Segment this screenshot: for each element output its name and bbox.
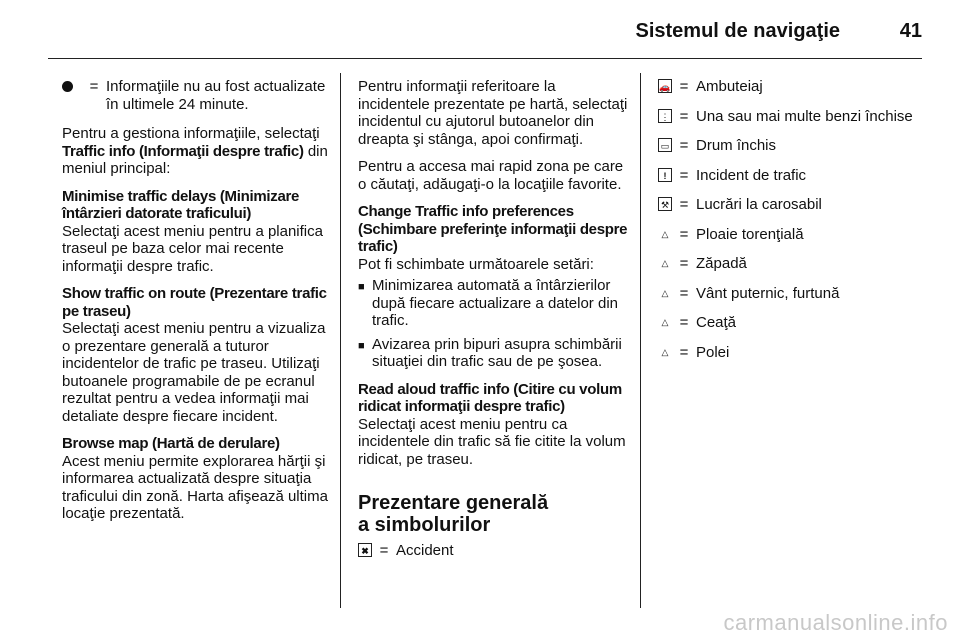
symbol-row (658, 226, 918, 244)
intro-text-end: din meniul principal: (62, 142, 328, 177)
intro-menu-name: Traffic info (Informaţii despre trafic) (62, 142, 304, 160)
equals-sign: = (379, 542, 389, 559)
symbol-label: Polei (696, 343, 730, 361)
equals-sign: = (679, 107, 689, 125)
lanes-closed-icon: ⋮ (658, 109, 672, 123)
symbol-label: Accident (396, 542, 454, 559)
page-number: 41 (899, 20, 922, 42)
symbol-row-accident (358, 542, 630, 560)
equals-sign: = (679, 78, 689, 95)
intro-paragraph (62, 125, 332, 178)
section-title (358, 492, 630, 536)
equals-sign: = (679, 314, 689, 331)
symbol-label: Ceaţă (696, 314, 737, 331)
section-body-browse-map: Acest meniu permite explorarea hărţii şi informarea actualizată despre situaţia traficului din zonă. Harta afişează ultima locaţie prezentată. (62, 452, 328, 522)
symbol-label: Zăpadă (696, 255, 747, 272)
traffic-jam-icon: 🚗 (658, 79, 672, 93)
section-heading-browse-map: Browse map (Hartă de derulare) (62, 435, 280, 452)
equals-sign: = (679, 166, 689, 184)
section-heading-minimise: Minimise traffic delays (Minimizare întârzieri datorate traficului) (62, 187, 300, 222)
bullet-text: Avizarea prin bipuri asupra schimbării situaţiei din trafic sau de pe şosea. (372, 335, 622, 370)
section-body-minimise: Selectaţi acest meniu pentru a planifica traseul pe baza celor mai recente informaţii despre trafic. (62, 222, 323, 275)
dot-legend-text: Informaţiile nu au fost actualizate în ultimele 24 minute. (106, 78, 326, 113)
symbol-label: Ploaie torenţială (696, 225, 804, 243)
page-header (0, 0, 960, 60)
list-item (358, 277, 630, 330)
paragraph-select-incident: Pentru informaţii referitoare la incidentele prezentate pe hartă, selectaţi incidentul cu ajutorul butoanelor din dreapta şi stânga, apoi confirmaţi. (358, 78, 628, 148)
header-divider (48, 58, 922, 59)
symbol-row (658, 78, 918, 96)
equals-sign: = (679, 196, 689, 213)
paragraph-favorites: Pentru a accesa mai rapid zona pe care o căutaţi, adăugaţi-o la locaţiile favorite. (358, 158, 624, 193)
section-body-show-traffic: Selectaţi acest meniu pentru a vizualiza o prezentare generală a tuturor incidentelor de trafic pe traseu. Utilizaţi butoanele programabile de pe ecranul rezultat pentru a vedea informaţii mai detaliate despre fiecare incident. (62, 320, 326, 425)
section-heading-preferences: Change Traffic info preferences (Schimbare preferinţe informaţii despre trafic) (358, 203, 628, 255)
equals-sign: = (679, 343, 689, 361)
symbol-row (658, 108, 918, 126)
dot-legend-item (62, 78, 332, 113)
symbol-row (658, 344, 918, 362)
symbol-row (658, 314, 918, 332)
section-heading-read-aloud: Read aloud traffic info (Citire cu volum ridicat informaţii despre trafic) (358, 380, 622, 415)
section-body-preferences: Pot fi schimbate următoarele setări: (358, 255, 594, 273)
equals-sign: = (679, 225, 689, 243)
section-heading-show-traffic: Show traffic on route (Prezentare trafic pe traseu) (62, 285, 327, 320)
column-divider-1 (340, 73, 341, 608)
dot-icon (62, 78, 82, 113)
symbol-label: Lucrări la carosabil (696, 196, 822, 213)
symbol-label: Drum închis (696, 137, 777, 154)
accident-icon: ✖ (358, 543, 372, 557)
bullet-square-icon: ■ (358, 339, 365, 352)
equals-sign: = (679, 255, 689, 272)
section-body-read-aloud: Selectaţi acest meniu pentru ca incidentele din trafic să fie citite la volum ridicat, pe traseu. (358, 415, 626, 468)
equals-sign: = (89, 78, 99, 95)
page-title: Sistemul de navigaţie (635, 20, 840, 42)
section-title-line-2: a simbolurilor (358, 514, 491, 536)
symbol-label: Una sau mai multe benzi închise (696, 107, 913, 125)
symbol-row (658, 255, 918, 273)
intro-text: Pentru a gestiona informaţiile, selectaţi (62, 125, 320, 142)
symbol-label: Incident de trafic (696, 166, 807, 184)
watermark: carmanualsonline.info (723, 610, 948, 635)
column-3 (658, 78, 918, 373)
strong-wind-icon: △ (661, 287, 669, 298)
section-title-line-1: Prezentare generală (358, 492, 549, 514)
symbol-row (658, 285, 918, 303)
symbol-row (658, 137, 918, 155)
column-1 (62, 78, 332, 533)
road-closed-icon: ▭ (658, 138, 672, 152)
bullet-square-icon: ■ (358, 281, 365, 293)
roadworks-icon: ⚒ (658, 197, 672, 211)
column-2 (358, 78, 630, 572)
ice-icon: △ (661, 346, 669, 357)
snow-icon: △ (661, 258, 669, 268)
symbol-label: Ambuteiaj (696, 78, 763, 95)
heavy-rain-icon: △ (661, 228, 669, 239)
symbol-label: Vânt puternic, furtună (696, 284, 840, 302)
traffic-incident-icon: ! (658, 168, 672, 182)
column-divider-2 (640, 73, 641, 608)
equals-sign: = (679, 137, 689, 154)
fog-icon: △ (661, 317, 669, 327)
equals-sign: = (679, 284, 689, 302)
bullet-text: Minimizarea automată a întârzierilor după fiecare actualizare a datelor din trafic. (372, 277, 618, 329)
symbol-row (658, 196, 918, 214)
symbol-row (658, 167, 918, 185)
list-item (358, 336, 630, 371)
